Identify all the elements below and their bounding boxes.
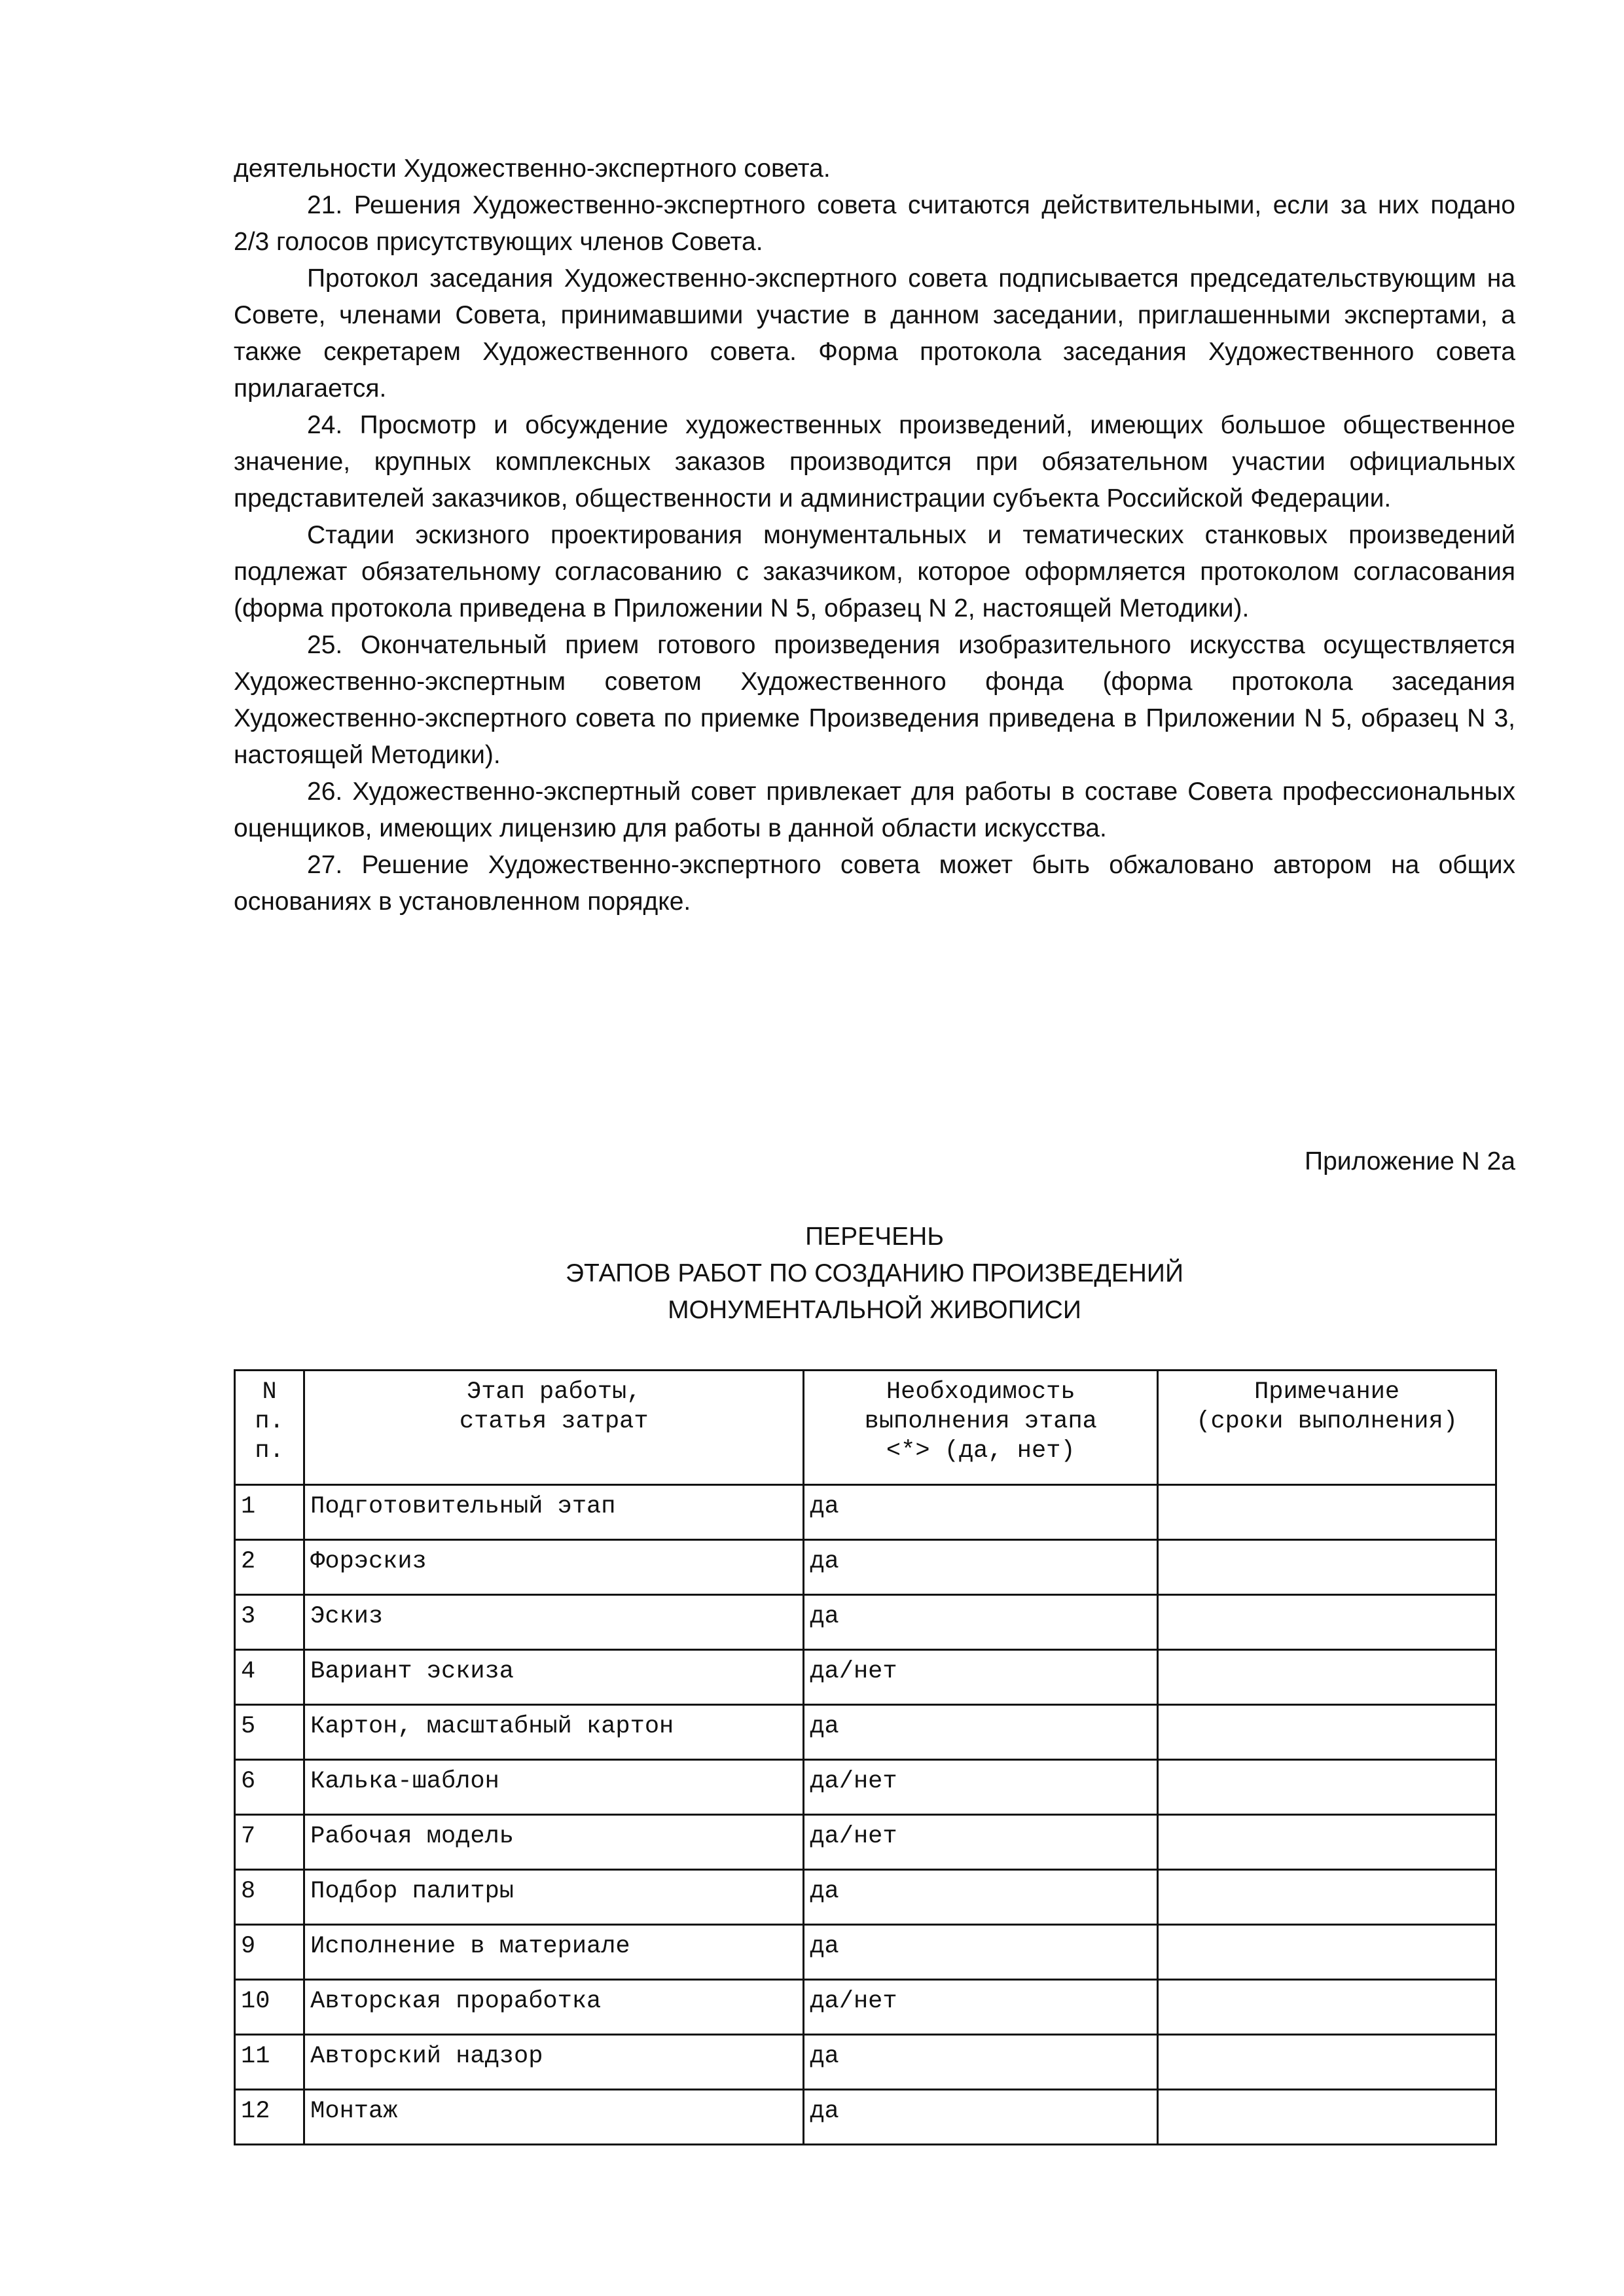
paragraph: 27. Решение Художественно-экспертного совета может быть обжаловано автором на общих основаниях в установленном порядке. [234, 851, 1515, 916]
paragraph: деятельности Художественно-экспертного совета. [234, 154, 831, 183]
table-row [235, 1870, 1496, 1925]
row-note [1158, 1540, 1496, 1595]
row-number: 12 [235, 2090, 304, 2145]
document-title [234, 1219, 1515, 1329]
row-note [1158, 1595, 1496, 1650]
row-number: 1 [235, 1485, 304, 1540]
row-stage: Подбор палитры [304, 1870, 804, 1925]
row-note [1158, 1870, 1496, 1925]
row-number: 8 [235, 1870, 304, 1925]
row-necessity: да/нет [804, 1815, 1158, 1870]
row-number: 5 [235, 1705, 304, 1760]
table-row [235, 2035, 1496, 2090]
body-text [234, 151, 1515, 920]
row-note [1158, 2035, 1496, 2090]
row-necessity: да/нет [804, 1650, 1158, 1705]
row-stage: Рабочая модель [304, 1815, 804, 1870]
header-necessity: Необходимость выполнения этапа <*> (да, нет) [804, 1371, 1158, 1485]
row-number: 11 [235, 2035, 304, 2090]
row-stage: Авторская проработка [304, 1980, 804, 2035]
table-row [235, 1595, 1496, 1650]
header-stage: Этап работы, статья затрат [304, 1371, 804, 1485]
appendix-label: Приложение N 2а [1305, 1147, 1515, 1175]
table-row [235, 1705, 1496, 1760]
row-stage: Форэскиз [304, 1540, 804, 1595]
row-necessity: да [804, 1870, 1158, 1925]
paragraph: 26. Художественно-экспертный совет привлекает для работы в составе Совета профессиональных оценщиков, имеющих лицензию для работы в данной области искусства. [234, 778, 1515, 842]
row-number: 3 [235, 1595, 304, 1650]
row-necessity: да [804, 1540, 1158, 1595]
row-stage: Монтаж [304, 2090, 804, 2145]
row-number: 10 [235, 1980, 304, 2035]
paragraph: Протокол заседания Художественно-экспертного совета подписывается председательствующим на Совете, членами Совета, принимавшими участие в данном заседании, приглашенными экспертами, а также секретарем Художественного совета. Форма протокола заседания Художественного совета прилагается. [234, 264, 1515, 403]
row-necessity: да [804, 1705, 1158, 1760]
row-number: 9 [235, 1925, 304, 1980]
paragraph: 21. Решения Художественно-экспертного совета считаются действительными, если за них подано 2/3 голосов присутствующих членов Совета. [234, 191, 1515, 256]
row-number: 4 [235, 1650, 304, 1705]
row-necessity: да [804, 1595, 1158, 1650]
table-row [235, 2090, 1496, 2145]
table-row [235, 1925, 1496, 1980]
row-note [1158, 1650, 1496, 1705]
header-number: N п. п. [235, 1371, 304, 1485]
row-note [1158, 1925, 1496, 1980]
row-note [1158, 1485, 1496, 1540]
row-necessity: да/нет [804, 1760, 1158, 1815]
paragraph: Стадии эскизного проектирования монументальных и тематических станковых произведений подлежат обязательному согласованию с заказчиком, которое оформляется протоколом согласования (форма протокола приведена в Приложении N 5, образец N 2, настоящей Методики). [234, 521, 1515, 622]
row-necessity: да [804, 2090, 1158, 2145]
row-stage: Картон, масштабный картон [304, 1705, 804, 1760]
table-row [235, 1760, 1496, 1815]
table-body [235, 1485, 1496, 2145]
row-necessity: да [804, 2035, 1158, 2090]
row-number: 7 [235, 1815, 304, 1870]
row-stage: Исполнение в материале [304, 1925, 804, 1980]
row-number: 2 [235, 1540, 304, 1595]
table-row [235, 1650, 1496, 1705]
title-line-2: ЭТАПОВ РАБОТ ПО СОЗДАНИЮ ПРОИЗВЕДЕНИЙ [566, 1259, 1183, 1287]
paragraph: 24. Просмотр и обсуждение художественных произведений, имеющих большое общественное значение, крупных комплексных заказов производится при обязательном участии официальных представителей заказчиков, общественности и администрации субъекта Российской Федерации. [234, 411, 1515, 512]
row-necessity: да [804, 1485, 1158, 1540]
table-header-row [235, 1371, 1496, 1485]
row-stage: Подготовительный этап [304, 1485, 804, 1540]
row-stage: Авторский надзор [304, 2035, 804, 2090]
row-necessity: да/нет [804, 1980, 1158, 2035]
row-stage: Вариант эскиза [304, 1650, 804, 1705]
table-row [235, 1980, 1496, 2035]
row-note [1158, 1705, 1496, 1760]
row-number: 6 [235, 1760, 304, 1815]
row-necessity: да [804, 1925, 1158, 1980]
table-row [235, 1815, 1496, 1870]
table-row [235, 1540, 1496, 1595]
header-note: Примечание (сроки выполнения) [1158, 1371, 1496, 1485]
paragraph: 25. Окончательный прием готового произведения изобразительного искусства осуществляется Художественно-экспертным советом Художественного фонда (форма протокола заседания Художественно-экспертного совета по приемке Произведения приведена в Приложении N 5, образец N 3, настоящей Методики). [234, 631, 1515, 769]
title-line-1: ПЕРЕЧЕНЬ [805, 1223, 944, 1251]
table-row [235, 1485, 1496, 1540]
row-note [1158, 2090, 1496, 2145]
row-note [1158, 1980, 1496, 2035]
stages-table [234, 1369, 1497, 2145]
row-note [1158, 1760, 1496, 1815]
row-note [1158, 1815, 1496, 1870]
row-stage: Эскиз [304, 1595, 804, 1650]
row-stage: Калька-шаблон [304, 1760, 804, 1815]
title-line-3: МОНУМЕНТАЛЬНОЙ ЖИВОПИСИ [668, 1296, 1081, 1324]
